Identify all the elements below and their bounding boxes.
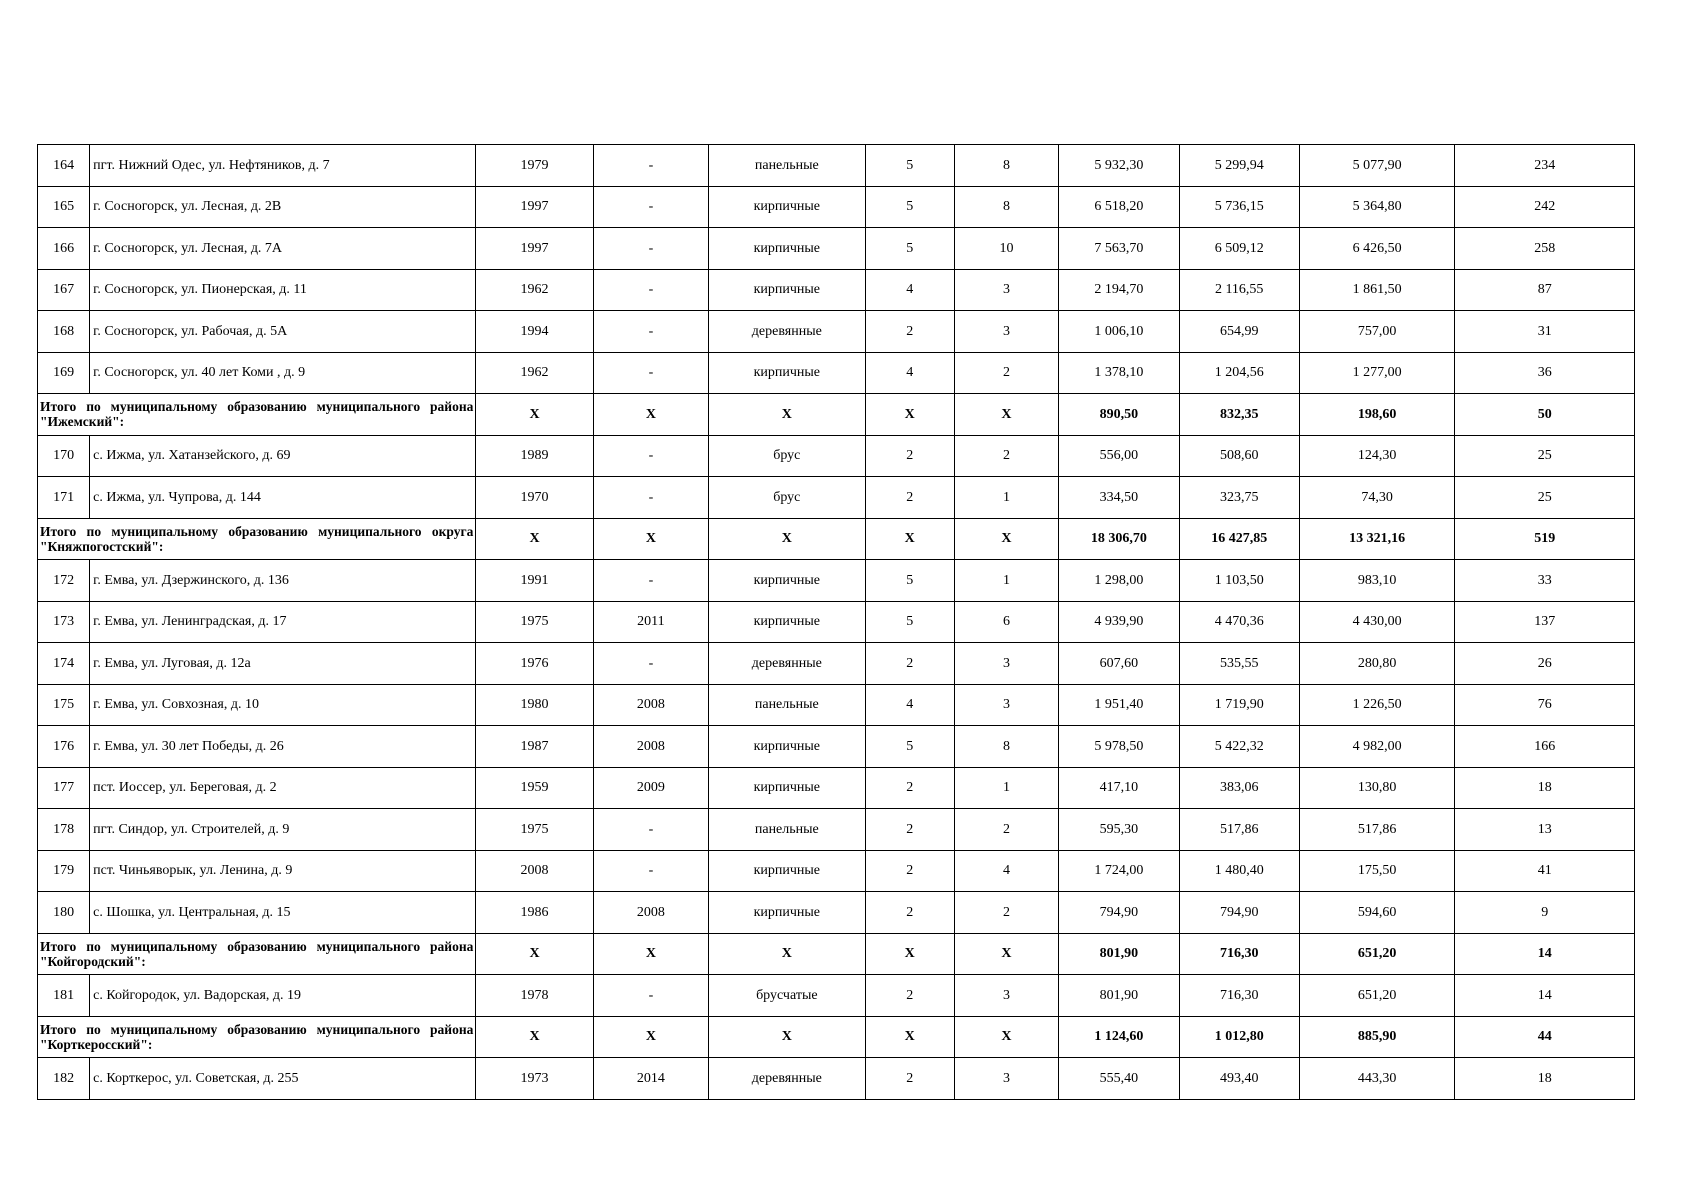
living-area-cell: 508,60 [1179, 435, 1299, 477]
entrances-cell: 8 [954, 145, 1058, 187]
floors-cell: 2 [865, 1058, 954, 1100]
subtotal-total-area: 18 306,70 [1059, 518, 1179, 560]
table-row [38, 601, 1635, 643]
total-area-cell: 595,30 [1059, 809, 1179, 851]
construction-year-cell: 1978 [476, 975, 593, 1017]
row-number: 170 [38, 435, 90, 477]
residents-count-cell: 25 [1455, 435, 1635, 477]
entrances-cell: 4 [954, 850, 1058, 892]
residents-count-cell: 234 [1455, 145, 1635, 187]
total-area-cell: 1 724,00 [1059, 850, 1179, 892]
subtotal-row [38, 1016, 1635, 1058]
subtotal-living-area: 832,35 [1179, 394, 1299, 436]
living-area-cell: 2 116,55 [1179, 269, 1299, 311]
repair-year-cell: - [593, 352, 708, 394]
floors-cell: 5 [865, 145, 954, 187]
residents-count-cell: 18 [1455, 767, 1635, 809]
total-area-cell: 334,50 [1059, 477, 1179, 519]
subtotal-row [38, 933, 1635, 975]
residents-area-cell: 517,86 [1299, 809, 1454, 851]
total-area-cell: 556,00 [1059, 435, 1179, 477]
construction-year-cell: 1997 [476, 228, 593, 270]
floors-cell: 2 [865, 477, 954, 519]
table-row [38, 767, 1635, 809]
entrances-cell: 2 [954, 892, 1058, 934]
not-applicable-mark: X [954, 933, 1058, 975]
entrances-cell: 3 [954, 975, 1058, 1017]
construction-year-cell: 1976 [476, 643, 593, 685]
entrances-cell: 2 [954, 352, 1058, 394]
total-area-cell: 794,90 [1059, 892, 1179, 934]
table-row [38, 477, 1635, 519]
residents-count-cell: 76 [1455, 684, 1635, 726]
entrances-cell: 2 [954, 809, 1058, 851]
not-applicable-mark: X [476, 518, 593, 560]
wall-material-cell: кирпичные [709, 601, 865, 643]
entrances-cell: 3 [954, 643, 1058, 685]
residents-area-cell: 124,30 [1299, 435, 1454, 477]
residents-count-cell: 33 [1455, 560, 1635, 602]
repair-year-cell: 2008 [593, 892, 708, 934]
total-area-cell: 2 194,70 [1059, 269, 1179, 311]
wall-material-cell: кирпичные [709, 228, 865, 270]
entrances-cell: 8 [954, 186, 1058, 228]
subtotal-label: Итого по муниципальному образованию муниципального района "Корткеросский": [38, 1016, 476, 1058]
living-area-cell: 794,90 [1179, 892, 1299, 934]
subtotal-living-area: 1 012,80 [1179, 1016, 1299, 1058]
floors-cell: 2 [865, 767, 954, 809]
table-row [38, 726, 1635, 768]
address-cell: г. Емва, ул. Совхозная, д. 10 [90, 684, 476, 726]
living-area-cell: 535,55 [1179, 643, 1299, 685]
row-number: 171 [38, 477, 90, 519]
address-cell: с. Корткерос, ул. Советская, д. 255 [90, 1058, 476, 1100]
living-area-cell: 1 719,90 [1179, 684, 1299, 726]
living-area-cell: 4 470,36 [1179, 601, 1299, 643]
subtotal-residents-area: 651,20 [1299, 933, 1454, 975]
address-cell: г. Емва, ул. Ленинградская, д. 17 [90, 601, 476, 643]
not-applicable-mark: X [954, 1016, 1058, 1058]
address-cell: с. Шошка, ул. Центральная, д. 15 [90, 892, 476, 934]
address-cell: пгт. Синдор, ул. Строителей, д. 9 [90, 809, 476, 851]
address-cell: г. Емва, ул. Дзержинского, д. 136 [90, 560, 476, 602]
row-number: 173 [38, 601, 90, 643]
entrances-cell: 8 [954, 726, 1058, 768]
address-cell: г. Емва, ул. Луговая, д. 12а [90, 643, 476, 685]
wall-material-cell: деревянные [709, 643, 865, 685]
table-row [38, 850, 1635, 892]
residents-count-cell: 166 [1455, 726, 1635, 768]
wall-material-cell: кирпичные [709, 767, 865, 809]
living-area-cell: 5 422,32 [1179, 726, 1299, 768]
repair-year-cell: 2009 [593, 767, 708, 809]
wall-material-cell: брус [709, 477, 865, 519]
table-row [38, 228, 1635, 270]
floors-cell: 2 [865, 311, 954, 353]
residents-area-cell: 594,60 [1299, 892, 1454, 934]
table-row [38, 809, 1635, 851]
floors-cell: 2 [865, 809, 954, 851]
table-row [38, 975, 1635, 1017]
row-number: 180 [38, 892, 90, 934]
not-applicable-mark: X [865, 394, 954, 436]
floors-cell: 5 [865, 186, 954, 228]
living-area-cell: 5 299,94 [1179, 145, 1299, 187]
repair-year-cell: - [593, 560, 708, 602]
address-cell: с. Ижма, ул. Чупрова, д. 144 [90, 477, 476, 519]
total-area-cell: 4 939,90 [1059, 601, 1179, 643]
not-applicable-mark: X [593, 518, 708, 560]
subtotal-total-area: 890,50 [1059, 394, 1179, 436]
subtotal-row [38, 394, 1635, 436]
total-area-cell: 5 978,50 [1059, 726, 1179, 768]
row-number: 168 [38, 311, 90, 353]
row-number: 169 [38, 352, 90, 394]
repair-year-cell: - [593, 975, 708, 1017]
floors-cell: 5 [865, 560, 954, 602]
residents-count-cell: 242 [1455, 186, 1635, 228]
residents-area-cell: 443,30 [1299, 1058, 1454, 1100]
residents-area-cell: 130,80 [1299, 767, 1454, 809]
repair-year-cell: - [593, 643, 708, 685]
table-row [38, 352, 1635, 394]
residents-area-cell: 280,80 [1299, 643, 1454, 685]
wall-material-cell: панельные [709, 809, 865, 851]
repair-year-cell: - [593, 186, 708, 228]
entrances-cell: 3 [954, 311, 1058, 353]
construction-year-cell: 1991 [476, 560, 593, 602]
repair-year-cell: - [593, 477, 708, 519]
floors-cell: 5 [865, 601, 954, 643]
construction-year-cell: 1975 [476, 601, 593, 643]
entrances-cell: 3 [954, 269, 1058, 311]
living-area-cell: 5 736,15 [1179, 186, 1299, 228]
subtotal-living-area: 716,30 [1179, 933, 1299, 975]
address-cell: г. Емва, ул. 30 лет Победы, д. 26 [90, 726, 476, 768]
table-row [38, 643, 1635, 685]
address-cell: г. Сосногорск, ул. Лесная, д. 2В [90, 186, 476, 228]
not-applicable-mark: X [865, 518, 954, 560]
entrances-cell: 3 [954, 1058, 1058, 1100]
construction-year-cell: 1979 [476, 145, 593, 187]
subtotal-label: Итого по муниципальному образованию муниципального округа "Княжпогостский": [38, 518, 476, 560]
wall-material-cell: деревянные [709, 1058, 865, 1100]
table-body [38, 145, 1635, 1100]
row-number: 164 [38, 145, 90, 187]
subtotal-row [38, 518, 1635, 560]
repair-year-cell: - [593, 311, 708, 353]
total-area-cell: 801,90 [1059, 975, 1179, 1017]
wall-material-cell: кирпичные [709, 186, 865, 228]
residents-area-cell: 4 982,00 [1299, 726, 1454, 768]
total-area-cell: 1 378,10 [1059, 352, 1179, 394]
entrances-cell: 1 [954, 560, 1058, 602]
residents-count-cell: 87 [1455, 269, 1635, 311]
residents-count-cell: 25 [1455, 477, 1635, 519]
not-applicable-mark: X [709, 1016, 865, 1058]
row-number: 182 [38, 1058, 90, 1100]
row-number: 177 [38, 767, 90, 809]
not-applicable-mark: X [476, 394, 593, 436]
repair-year-cell: - [593, 809, 708, 851]
repair-year-cell: 2014 [593, 1058, 708, 1100]
floors-cell: 2 [865, 435, 954, 477]
address-cell: с. Ижма, ул. Хатанзейского, д. 69 [90, 435, 476, 477]
residents-count-cell: 9 [1455, 892, 1635, 934]
repair-year-cell: - [593, 269, 708, 311]
construction-year-cell: 1973 [476, 1058, 593, 1100]
table-row [38, 1058, 1635, 1100]
subtotal-residents-count: 50 [1455, 394, 1635, 436]
residents-area-cell: 4 430,00 [1299, 601, 1454, 643]
residents-area-cell: 757,00 [1299, 311, 1454, 353]
subtotal-total-area: 1 124,60 [1059, 1016, 1179, 1058]
not-applicable-mark: X [709, 933, 865, 975]
floors-cell: 4 [865, 684, 954, 726]
wall-material-cell: кирпичные [709, 269, 865, 311]
construction-year-cell: 1975 [476, 809, 593, 851]
row-number: 174 [38, 643, 90, 685]
living-area-cell: 383,06 [1179, 767, 1299, 809]
address-cell: г. Сосногорск, ул. Лесная, д. 7А [90, 228, 476, 270]
row-number: 176 [38, 726, 90, 768]
row-number: 172 [38, 560, 90, 602]
address-cell: пст. Чиньяворык, ул. Ленина, д. 9 [90, 850, 476, 892]
living-area-cell: 654,99 [1179, 311, 1299, 353]
entrances-cell: 1 [954, 477, 1058, 519]
housing-registry-table [37, 144, 1635, 1100]
total-area-cell: 1 298,00 [1059, 560, 1179, 602]
row-number: 179 [38, 850, 90, 892]
residents-count-cell: 26 [1455, 643, 1635, 685]
wall-material-cell: брусчатые [709, 975, 865, 1017]
residents-count-cell: 14 [1455, 975, 1635, 1017]
living-area-cell: 1 103,50 [1179, 560, 1299, 602]
address-cell: с. Койгородок, ул. Вадорская, д. 19 [90, 975, 476, 1017]
not-applicable-mark: X [476, 933, 593, 975]
wall-material-cell: кирпичные [709, 560, 865, 602]
floors-cell: 4 [865, 352, 954, 394]
living-area-cell: 493,40 [1179, 1058, 1299, 1100]
repair-year-cell: 2008 [593, 684, 708, 726]
wall-material-cell: панельные [709, 684, 865, 726]
not-applicable-mark: X [865, 1016, 954, 1058]
living-area-cell: 1 204,56 [1179, 352, 1299, 394]
residents-count-cell: 36 [1455, 352, 1635, 394]
table-row [38, 435, 1635, 477]
table-row [38, 892, 1635, 934]
residents-count-cell: 31 [1455, 311, 1635, 353]
wall-material-cell: брус [709, 435, 865, 477]
table-row [38, 145, 1635, 187]
residents-count-cell: 258 [1455, 228, 1635, 270]
living-area-cell: 517,86 [1179, 809, 1299, 851]
subtotal-residents-area: 198,60 [1299, 394, 1454, 436]
construction-year-cell: 1989 [476, 435, 593, 477]
residents-area-cell: 5 077,90 [1299, 145, 1454, 187]
subtotal-residents-count: 44 [1455, 1016, 1635, 1058]
living-area-cell: 1 480,40 [1179, 850, 1299, 892]
subtotal-residents-area: 13 321,16 [1299, 518, 1454, 560]
row-number: 178 [38, 809, 90, 851]
living-area-cell: 716,30 [1179, 975, 1299, 1017]
construction-year-cell: 1987 [476, 726, 593, 768]
repair-year-cell: - [593, 850, 708, 892]
entrances-cell: 2 [954, 435, 1058, 477]
not-applicable-mark: X [865, 933, 954, 975]
construction-year-cell: 2008 [476, 850, 593, 892]
wall-material-cell: панельные [709, 145, 865, 187]
construction-year-cell: 1997 [476, 186, 593, 228]
total-area-cell: 607,60 [1059, 643, 1179, 685]
table-row [38, 560, 1635, 602]
address-cell: г. Сосногорск, ул. Пионерская, д. 11 [90, 269, 476, 311]
total-area-cell: 1 951,40 [1059, 684, 1179, 726]
residents-area-cell: 1 861,50 [1299, 269, 1454, 311]
entrances-cell: 1 [954, 767, 1058, 809]
subtotal-label: Итого по муниципальному образованию муниципального района "Койгородский": [38, 933, 476, 975]
total-area-cell: 417,10 [1059, 767, 1179, 809]
row-number: 175 [38, 684, 90, 726]
not-applicable-mark: X [593, 1016, 708, 1058]
repair-year-cell: 2011 [593, 601, 708, 643]
floors-cell: 2 [865, 975, 954, 1017]
not-applicable-mark: X [593, 394, 708, 436]
residents-area-cell: 5 364,80 [1299, 186, 1454, 228]
not-applicable-mark: X [954, 394, 1058, 436]
construction-year-cell: 1986 [476, 892, 593, 934]
living-area-cell: 6 509,12 [1179, 228, 1299, 270]
row-number: 166 [38, 228, 90, 270]
address-cell: пгт. Нижний Одес, ул. Нефтяников, д. 7 [90, 145, 476, 187]
repair-year-cell: - [593, 145, 708, 187]
floors-cell: 4 [865, 269, 954, 311]
not-applicable-mark: X [954, 518, 1058, 560]
subtotal-label: Итого по муниципальному образованию муниципального района "Ижемский": [38, 394, 476, 436]
table-row [38, 269, 1635, 311]
address-cell: г. Сосногорск, ул. Рабочая, д. 5А [90, 311, 476, 353]
wall-material-cell: деревянные [709, 311, 865, 353]
entrances-cell: 10 [954, 228, 1058, 270]
residents-area-cell: 1 226,50 [1299, 684, 1454, 726]
total-area-cell: 6 518,20 [1059, 186, 1179, 228]
subtotal-residents-count: 14 [1455, 933, 1635, 975]
total-area-cell: 7 563,70 [1059, 228, 1179, 270]
total-area-cell: 1 006,10 [1059, 311, 1179, 353]
residents-count-cell: 18 [1455, 1058, 1635, 1100]
construction-year-cell: 1970 [476, 477, 593, 519]
row-number: 167 [38, 269, 90, 311]
not-applicable-mark: X [593, 933, 708, 975]
residents-count-cell: 13 [1455, 809, 1635, 851]
row-number: 165 [38, 186, 90, 228]
repair-year-cell: 2008 [593, 726, 708, 768]
residents-area-cell: 1 277,00 [1299, 352, 1454, 394]
construction-year-cell: 1959 [476, 767, 593, 809]
residents-area-cell: 983,10 [1299, 560, 1454, 602]
residents-area-cell: 651,20 [1299, 975, 1454, 1017]
construction-year-cell: 1994 [476, 311, 593, 353]
repair-year-cell: - [593, 435, 708, 477]
subtotal-living-area: 16 427,85 [1179, 518, 1299, 560]
wall-material-cell: кирпичные [709, 892, 865, 934]
subtotal-residents-area: 885,90 [1299, 1016, 1454, 1058]
table-row [38, 186, 1635, 228]
residents-area-cell: 6 426,50 [1299, 228, 1454, 270]
total-area-cell: 555,40 [1059, 1058, 1179, 1100]
wall-material-cell: кирпичные [709, 726, 865, 768]
construction-year-cell: 1980 [476, 684, 593, 726]
address-cell: пст. Иоссер, ул. Береговая, д. 2 [90, 767, 476, 809]
row-number: 181 [38, 975, 90, 1017]
construction-year-cell: 1962 [476, 352, 593, 394]
residents-count-cell: 41 [1455, 850, 1635, 892]
not-applicable-mark: X [476, 1016, 593, 1058]
floors-cell: 2 [865, 850, 954, 892]
residents-area-cell: 74,30 [1299, 477, 1454, 519]
table-row [38, 311, 1635, 353]
floors-cell: 5 [865, 726, 954, 768]
address-cell: г. Сосногорск, ул. 40 лет Коми , д. 9 [90, 352, 476, 394]
residents-count-cell: 137 [1455, 601, 1635, 643]
floors-cell: 2 [865, 643, 954, 685]
wall-material-cell: кирпичные [709, 352, 865, 394]
wall-material-cell: кирпичные [709, 850, 865, 892]
floors-cell: 2 [865, 892, 954, 934]
repair-year-cell: - [593, 228, 708, 270]
not-applicable-mark: X [709, 394, 865, 436]
residents-area-cell: 175,50 [1299, 850, 1454, 892]
not-applicable-mark: X [709, 518, 865, 560]
entrances-cell: 3 [954, 684, 1058, 726]
subtotal-residents-count: 519 [1455, 518, 1635, 560]
table-row [38, 684, 1635, 726]
floors-cell: 5 [865, 228, 954, 270]
total-area-cell: 5 932,30 [1059, 145, 1179, 187]
construction-year-cell: 1962 [476, 269, 593, 311]
living-area-cell: 323,75 [1179, 477, 1299, 519]
entrances-cell: 6 [954, 601, 1058, 643]
subtotal-total-area: 801,90 [1059, 933, 1179, 975]
